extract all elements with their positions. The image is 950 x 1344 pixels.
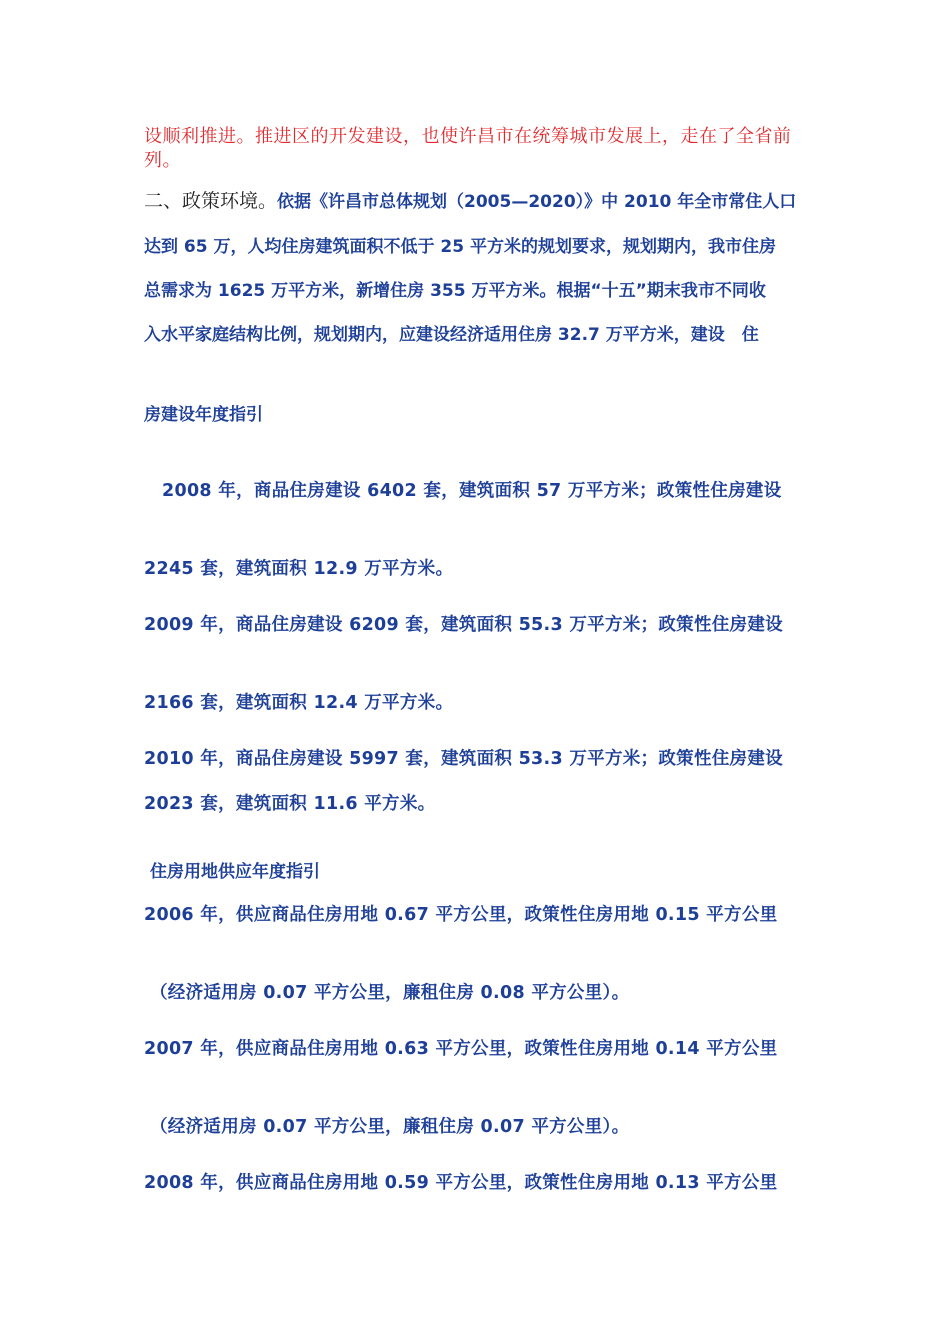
paragraph-line: 2245 套，建筑面积 12.9 万平方米。 — [144, 559, 454, 579]
subsection-heading: 住房用地供应年度指引 — [150, 862, 320, 882]
paragraph-line: 设顺利推进。推进区的开发建设，也使许昌市在统筹城市发展上，走在了全省前 — [144, 126, 792, 147]
paragraph-line: （经济适用房 0.07 平方公里，廉租住房 0.08 平方公里）。 — [150, 983, 630, 1003]
paragraph-line: 入水平家庭结构比例，规划期内，应建设经济适用住房 32.7 万平方米，建设 住 — [144, 325, 759, 345]
paragraph-line: 列。 — [144, 150, 181, 171]
paragraph-line: 2166 套，建筑面积 12.4 万平方米。 — [144, 693, 454, 713]
paragraph-line: 2009 年，商品住房建设 6209 套，建筑面积 55.3 万平方米；政策性住房建设 — [144, 615, 783, 635]
section-heading: 二、政策环境。 — [144, 190, 278, 212]
paragraph-line: 2010 年，商品住房建设 5997 套，建筑面积 53.3 万平方米；政策性住房建设 — [144, 749, 783, 769]
paragraph-line: （经济适用房 0.07 平方公里，廉租住房 0.07 平方公里）。 — [150, 1117, 630, 1137]
policy-paragraph-first-line — [144, 186, 814, 213]
paragraph-text: 依据《许昌市总体规划（2005—2020）》中 2010 年全市常住人口 — [277, 192, 797, 212]
paragraph-line: 2023 套，建筑面积 11.6 平方米。 — [144, 794, 436, 814]
paragraph-line: 2006 年，供应商品住房用地 0.67 平方公里，政策性住房用地 0.15 平方公里 — [144, 905, 778, 925]
paragraph-line: 达到 65 万，人均住房建筑面积不低于 25 平方米的规划要求，规划期内，我市住房 — [144, 237, 776, 257]
paragraph-line: 总需求为 1625 万平方米，新增住房 355 万平方米。根据“十五”期末我市不同收 — [144, 281, 766, 301]
paragraph-line: 2008 年，供应商品住房用地 0.59 平方公里，政策性住房用地 0.13 平方公里 — [144, 1173, 778, 1193]
subsection-heading: 房建设年度指引 — [144, 405, 263, 425]
paragraph-line: 2008 年，商品住房建设 6402 套，建筑面积 57 万平方米；政策性住房建设 — [162, 481, 782, 501]
paragraph-line: 2007 年，供应商品住房用地 0.63 平方公里，政策性住房用地 0.14 平方公里 — [144, 1039, 778, 1059]
